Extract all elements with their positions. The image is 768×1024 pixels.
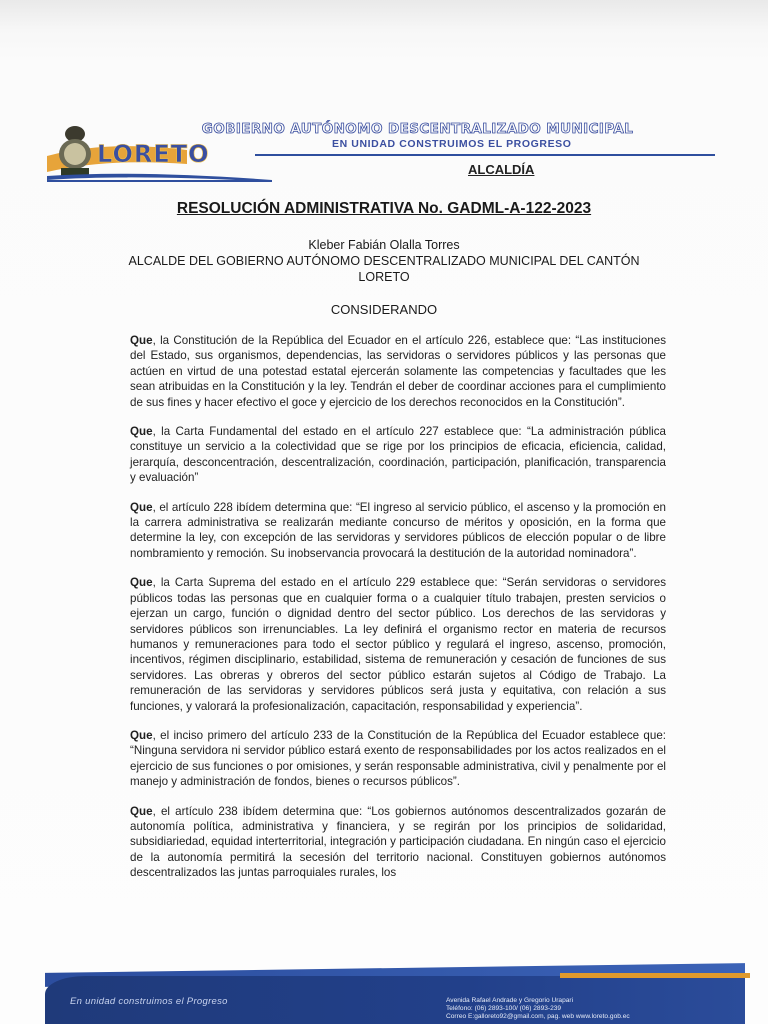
footer-orange-stripe — [560, 973, 750, 978]
paragraph-lead: Que — [130, 804, 153, 818]
office-label: ALCALDÍA — [468, 162, 535, 177]
signer-role-line-1: ALCALDE DEL GOBIERNO AUTÓNOMO DESCENTRALIZADO MUNICIPAL DEL CANTÓN — [128, 254, 640, 268]
document-title: RESOLUCIÓN ADMINISTRATIVA No. GADML-A-122-2023 — [176, 200, 592, 217]
paragraph-text: , la Carta Fundamental del estado en el artículo 227 establece que: “La administración pública constituye un servicio a la colectividad que se rige por los principios de eficacia, eficiencia, calidad, jerarquía, desconcentración, descentralización, coordinación, participación, planificación, transparencia y evaluación” — [130, 425, 666, 485]
paragraph — [130, 424, 666, 486]
paragraph — [130, 804, 666, 881]
paragraph — [130, 575, 666, 714]
paragraph-lead: Que — [130, 728, 153, 742]
paragraph-text: , la Constitución de la República del Ecuador en el artículo 226, establece que: “Las instituciones del Estado, sus organismos, dependencias, las servidoras o servidores públicos y las personas que actúen en virtud de una potestad estatal ejercerán solamente las competencias y facultades que les sean atribuidas en la Constitución y la ley. Tendrán el deber de coordinar acciones para el cumplimiento de sus fines y hacer efectivo el goce y ejercicio de los derechos reconocidos en la Constitución”. — [130, 334, 666, 409]
paragraph-lead: Que — [130, 334, 153, 347]
document-body — [130, 333, 666, 895]
institution-title: GOBIERNO AUTÓNOMO DESCENTRALIZADO MUNICIPAL — [201, 121, 634, 137]
logo-wordmark: LORETO — [97, 140, 210, 168]
logo-divider — [47, 180, 272, 182]
paragraph — [130, 333, 666, 410]
footer-slogan: En unidad construimos el Progreso — [70, 996, 228, 1007]
footer-email-web: Correo E:galloreto92@gmail.com, pag. web www.loreto.gob.ec — [446, 1013, 630, 1020]
paragraph-lead: Que — [130, 425, 153, 439]
header-divider — [255, 154, 715, 156]
paragraph-lead: Que — [130, 576, 153, 590]
footer-address: Avenida Rafael Andrade y Gregorio Urapari — [446, 997, 574, 1004]
section-heading: CONSIDERANDO — [330, 302, 438, 317]
paragraph-lead: Que — [130, 500, 153, 514]
footer-phone: Teléfono: (06) 2893-100/ (06) 2893-239 — [446, 1005, 562, 1012]
paragraph-text: , la Carta Suprema del estado en el artículo 229 establece que: “Serán servidoras o servidores públicos todas las personas que en cualquier forma o a cualquier título trabajen, presten servicios o ejerzan un cargo, función o dignidad dentro del sector público. Los derechos de las servidoras y servidores públicos son irrenunciables. La ley definirá el organismo rector en materia de recursos humanos y remuneraciones para todo el sector público y regulará el ingreso, ascenso, promoción, incentivos, régimen disciplinario, estabilidad, sistema de remuneración y cesación de funciones de sus servidores. Las obreras y obreros del sector público estarán sujetos al Código de Trabajo. La remuneración de las servidoras y servidores públicos será justa y equitativa, con relación a sus funciones, y valorará la profesionalización, capacitación, responsabilidad y experiencia”. — [130, 576, 666, 713]
paragraph-text: , el inciso primero del artículo 233 de la Constitución de la República del Ecuador establece que: “Ninguna servidora ni servidor público estará exento de responsabilidades por los actos realizados en el ejercicio de sus funciones o por omisiones, y serán responsable administrativa, civil y penalmente por el manejo y administración de fondos, bienes o recursos públicos”. — [130, 728, 666, 789]
signer-role-line-2: LORETO — [358, 270, 410, 284]
paragraph — [130, 728, 666, 790]
signer-name: Kleber Fabián Olalla Torres — [308, 238, 460, 252]
paragraph-text: , el artículo 238 ibídem determina que: “Los gobiernos autónomos descentralizados gozarán de autonomía política, administrativa y financiera, y se regirán por los principios de solidaridad, subsidiariedad, equidad interterritorial, integración y participación ciudadana. En ningún caso el ejercicio de la autonomía permitirá la secesión del territorio nacional. Constituyen gobiernos autónomos descentralizados las juntas parroquiales rurales, los — [130, 804, 666, 880]
footer-contact — [446, 997, 746, 1021]
paragraph-text: , el artículo 228 ibídem determina que: “El ingreso al servicio público, el ascenso y la promoción en la carrera administrativa se realizarán mediante concurso de méritos y oposición, en la forma que determine la ley, con excepción de las servidoras y servidores públicos de elección popular o de libre nombramiento y remoción. Su inobservancia provocará la destitución de la autoridad nominadora”. — [130, 500, 666, 560]
header-slogan: EN UNIDAD CONSTRUIMOS EL PROGRESO — [332, 138, 572, 150]
paragraph — [130, 500, 666, 562]
